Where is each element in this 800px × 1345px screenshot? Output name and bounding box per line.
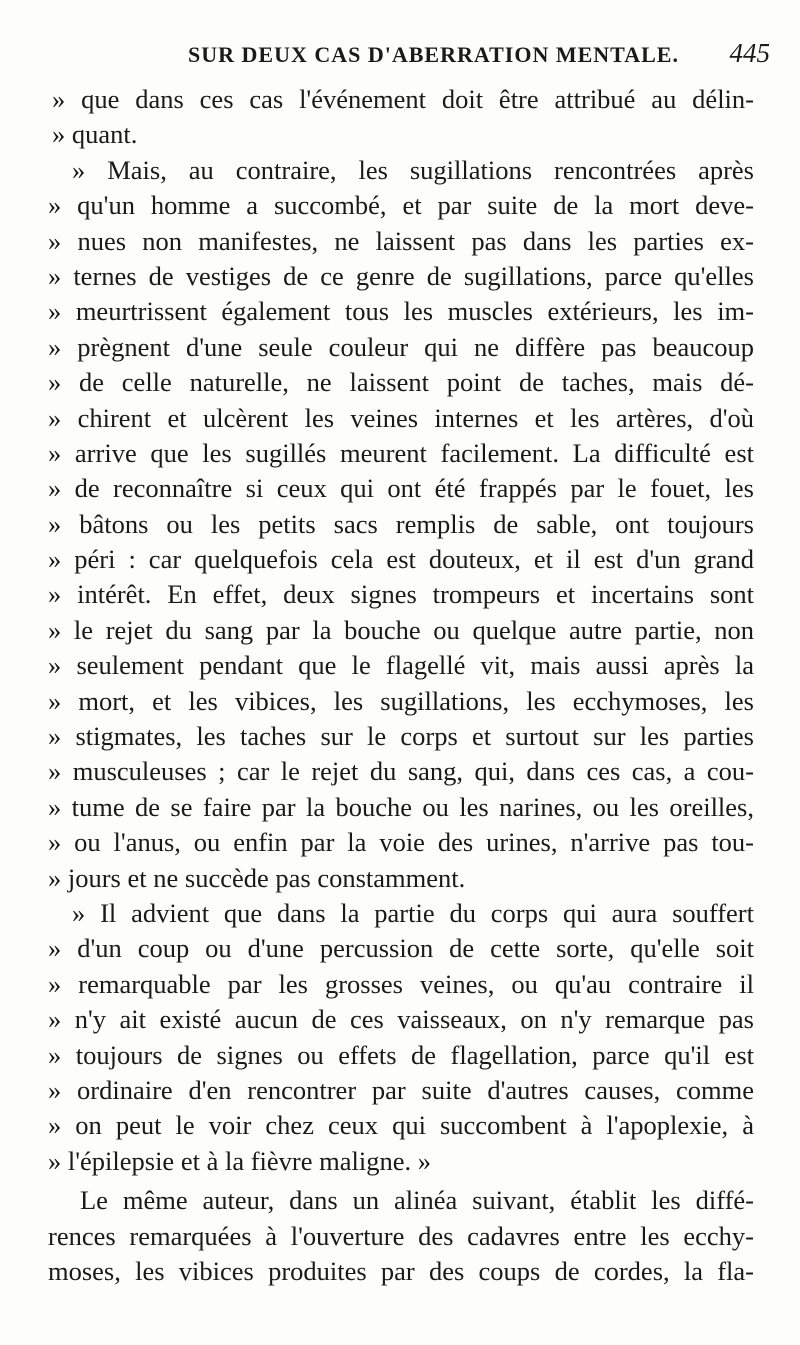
text-line: » seulement pendant que le flagellé vit, mais aussi après la <box>48 650 754 681</box>
text-line: » musculeuses ; car le rejet du sang, qui, dans ces cas, a cou- <box>48 756 754 787</box>
text-line: » nues non manifestes, ne laissent pas dans les parties ex- <box>48 225 754 256</box>
text-line: » intérêt. En effet, deux signes trompeurs et incertains sont <box>48 579 754 610</box>
text-line: » ordinaire d'en rencontrer par suite d'autres causes, comme <box>48 1074 754 1105</box>
text-line: » stigmates, les taches sur le corps et surtout sur les parties <box>48 721 754 752</box>
page-number: 445 <box>729 38 770 68</box>
text-line: » on peut le voir chez ceux qui succombent à l'apoplexie, à <box>48 1110 754 1141</box>
text-line: » ternes de vestiges de ce genre de sugillations, parce qu'elles <box>48 260 754 291</box>
text-line: » péri : car quelquefois cela est douteux, et il est d'un grand <box>48 544 754 575</box>
text-line: Le même auteur, dans un alinéa suivant, établit les diffé- <box>80 1185 754 1216</box>
text-line: » Il advient que dans la partie du corps qui aura souffert <box>72 897 754 928</box>
text-line: » d'un coup ou d'une percussion de cette sorte, qu'elle soit <box>48 933 754 964</box>
text-line: » quant. <box>52 119 138 150</box>
text-line: » arrive que les sugillés meurent facilement. La difficulté est <box>48 437 754 468</box>
text-line: » meurtrissent également tous les muscles extérieurs, les im- <box>48 296 754 327</box>
text-line: » remarquable par les grosses veines, ou qu'au contraire il <box>48 968 754 999</box>
text-line: » l'épilepsie et à la fièvre maligne. » <box>48 1145 431 1176</box>
text-line: » tume de se faire par la bouche ou les narines, ou les oreilles, <box>48 791 754 822</box>
text-line: » jours et ne succède pas constamment. <box>48 862 466 893</box>
text-line: » Mais, au contraire, les sugillations rencontrées après <box>72 154 754 185</box>
text-line: » qu'un homme a succombé, et par suite de la mort deve- <box>48 190 754 221</box>
running-title: SUR DEUX CAS D'ABERRATION MENTALE. <box>188 42 679 67</box>
text-line: » que dans ces cas l'événement doit être attribué au délin- <box>52 84 754 114</box>
text-line: » ou l'anus, ou enfin par la voie des urines, n'arrive pas tou- <box>48 827 754 858</box>
text-line: » de celle naturelle, ne laissent point de taches, mais dé- <box>48 367 754 398</box>
body-text <box>48 82 754 1289</box>
text-line: » n'y ait existé aucun de ces vaisseaux, on n'y remarque pas <box>48 1004 754 1035</box>
text-line: rences remarquées à l'ouverture des cadavres entre les ecchy- <box>48 1220 754 1251</box>
text-line: » toujours de signes ou effets de flagellation, parce qu'il est <box>48 1039 754 1070</box>
text-line: moses, les vibices produites par des coups de cordes, la fla- <box>48 1255 754 1286</box>
text-line: » bâtons ou les petits sacs remplis de sable, ont toujours <box>48 508 754 539</box>
text-line: » chirent et ulcèrent les veines internes et les artères, d'où <box>48 402 754 433</box>
text-line: » le rejet du sang par la bouche ou quelque autre partie, non <box>48 614 754 645</box>
text-line: » de reconnaître si ceux qui ont été frappés par le fouet, les <box>48 473 754 504</box>
text-line: » prègnent d'une seule couleur qui ne diffère pas beaucoup <box>48 331 754 362</box>
running-head <box>48 38 770 78</box>
text-line: » mort, et les vibices, les sugillations, les ecchymoses, les <box>48 685 754 716</box>
